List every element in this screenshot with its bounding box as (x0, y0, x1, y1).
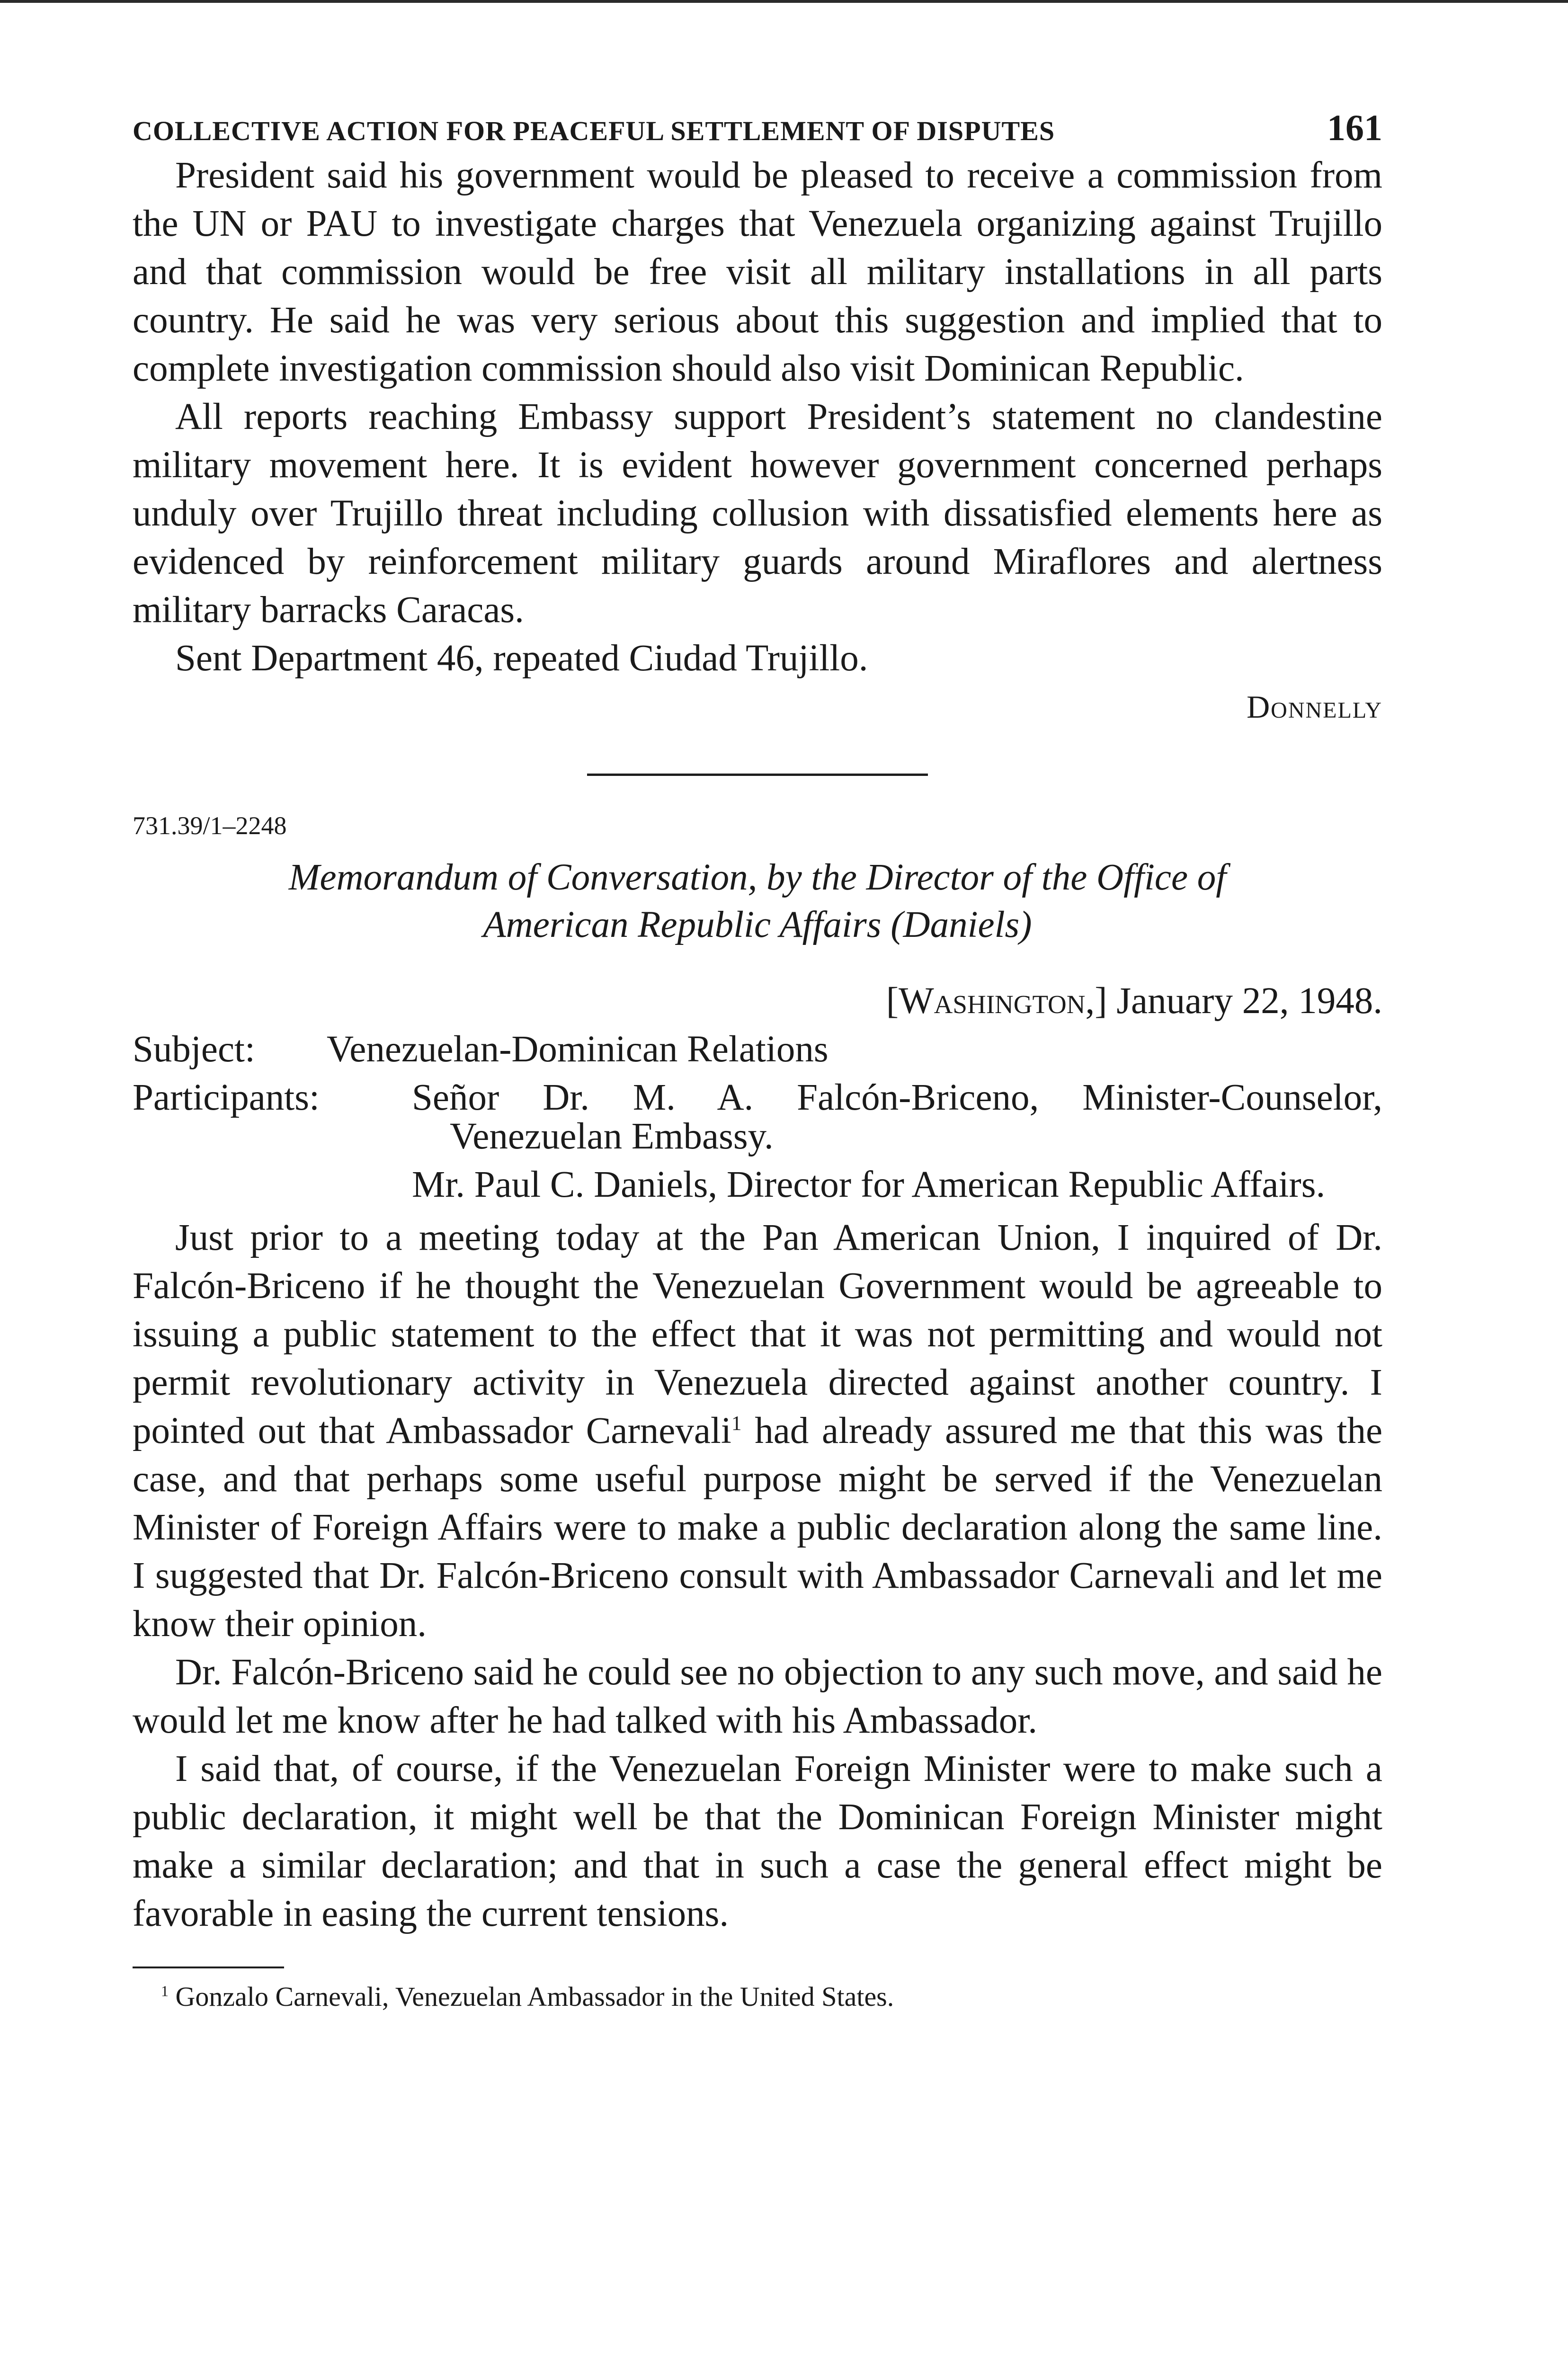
footnote-divider (133, 1967, 284, 1968)
footnote-number: 1 (161, 1983, 169, 2000)
document-title (133, 854, 1382, 949)
dateline-date: January 22, 1948. (1116, 980, 1382, 1022)
participants-list (412, 1074, 1382, 1214)
participant-2: Mr. Paul C. Daniels, Director for American Republic Affairs. (412, 1164, 1326, 1205)
memo-paragraph-1-part-1: Just prior to a meeting today at the Pan American Union, I inquired of Dr. Falcón-Briceno if he thought the Venezuelan Government would be agreeable to issuing a public statement to the effect that it was not permitting and would not permit revolutionary activity in Venezuela directed against another country. I pointed out that Ambassador Carnevali (133, 1217, 1382, 1451)
dateline (133, 977, 1382, 1025)
memo-paragraph-1-part-2: had already assured me that this was the case, and that perhaps some useful purpose might be served if the Venezuelan Minister of Foreign Affairs were to make a public declaration along the same line. I suggested that Dr. Falcón-Briceno consult with Ambassador Carnevali and let me know their opinion. (133, 1410, 1383, 1645)
participant-1: Señor Dr. M. A. Falcón-Briceno, Minister-Counselor, Venezuelan Embassy. (412, 1077, 1382, 1157)
memo-paragraph-1 (133, 1214, 1382, 1648)
document-title-line-2: American Republic Affairs (Daniels) (483, 904, 1032, 945)
telegram-body (133, 151, 1382, 731)
section-divider (587, 774, 928, 776)
document-title-line-1: Memorandum of Conversation, by the Director of the Office of (288, 857, 1227, 898)
participants-label: Participants: (133, 1077, 320, 1118)
memo-paragraph-2: Dr. Falcón-Briceno said he could see no objection to any such move, and said he would let me know after he had talked with his Ambassador. (133, 1652, 1382, 1741)
page-number: 161 (1327, 107, 1382, 148)
document-page (133, 104, 1382, 2016)
telegram-paragraph-1: President said his government would be pleased to receive a commission from the UN or PAU to investigate charges that Venezuela organizing against Trujillo and that commission would be free visit all military installations in all parts country. He said he was very serious about this suggestion and implied that to complete investigation commission should also visit Dominican Republic. (133, 155, 1382, 389)
dateline-place: [Washington,] (886, 980, 1107, 1022)
telegram-paragraph-2: All reports reaching Embassy support President’s statement no clandestine military movement here. It is evident however government concerned perhaps unduly over Trujillo threat including collusion with dissatisfied elements here as evidenced by reinforcement military guards around Miraflores and alertness military barracks Caracas. (133, 396, 1382, 631)
footnote-text: Gonzalo Carnevali, Venezuelan Ambassador in the United States. (168, 1981, 894, 2012)
footnote-reference: 1 (731, 1412, 742, 1435)
participants-row (133, 1074, 1382, 1214)
telegram-paragraph-3: Sent Department 46, repeated Ciudad Trujillo. (175, 638, 868, 679)
file-number: 731.39/1–2248 (133, 811, 287, 840)
memo-paragraph-3: I said that, of course, if the Venezuelan Foreign Minister were to make such a public declaration, it might well be that the Dominican Foreign Minister might make a similar declaration; and that in such a case the general effect might be favorable in easing the current tensions. (133, 1748, 1382, 1934)
subject-value: Venezuelan-Dominican Relations (327, 1029, 829, 1070)
subject-label: Subject: (133, 1029, 255, 1070)
top-edge-rule (0, 0, 1568, 3)
running-header (133, 104, 1382, 151)
footnote (133, 1978, 1382, 2016)
running-title: COLLECTIVE ACTION FOR PEACEFUL SETTLEMENT OF DISPUTES (133, 116, 1055, 146)
signature: Donnelly (1247, 689, 1382, 725)
subject-row (133, 1025, 1382, 1074)
